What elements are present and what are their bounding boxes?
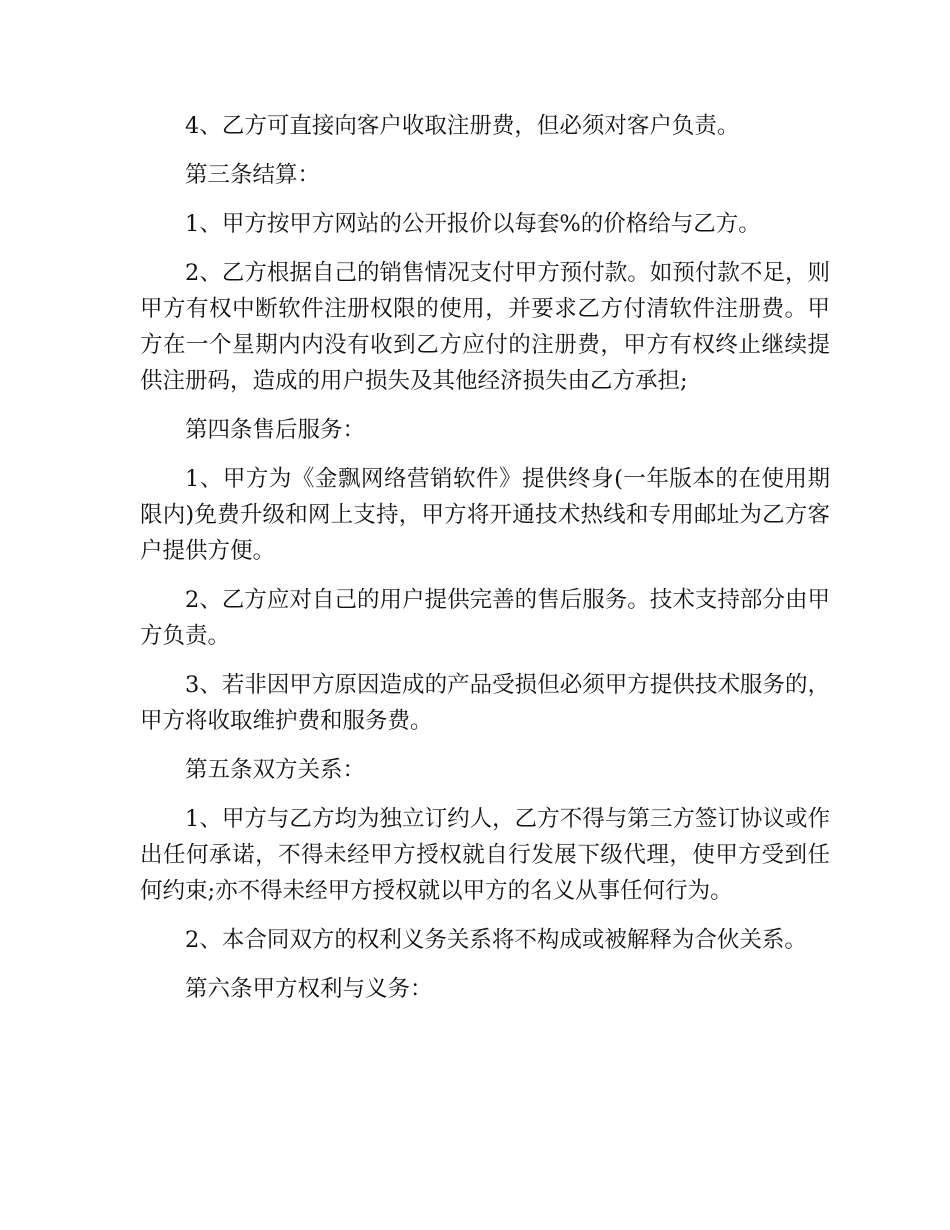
article-heading: 第六条甲方权利与义务： (185, 976, 433, 1002)
clause-item: 3、若非因甲方原因造成的产品受损但必须甲方提供技术服务的，甲方将收取维护费和服务费。 (140, 672, 830, 734)
clause-item: 1、甲方与乙方均为独立订约人，乙方不得与第三方签订协议或作出任何承诺，不得未经甲方授权就自行发展下级代理，使甲方受到任何约束;亦不得未经甲方授权就以甲方的名义从事任何行为。 (140, 806, 830, 904)
document-body (140, 108, 830, 1020)
clause-item: 1、甲方为《金飘网络营销软件》提供终身(一年版本的在使用期限内)免费升级和网上支持，甲方将开通技术热线和专用邮址为乙方客户提供方便。 (140, 466, 830, 564)
clause-item: 2、乙方根据自己的销售情况支付甲方预付款。如预付款不足，则甲方有权中断软件注册权限的使用，并要求乙方付清软件注册费。甲方在一个星期内内没有收到乙方应付的注册费，甲方有权终止继续提供注册码，造成的用户损失及其他经济损失由乙方承担; (140, 260, 830, 394)
clause-item: 4、乙方可直接向客户收取注册费，但必须对客户负责。 (185, 113, 740, 139)
article-heading: 第三条结算： (185, 162, 321, 188)
article-heading: 第五条双方关系： (185, 757, 366, 783)
article-heading: 第四条售后服务： (185, 417, 366, 443)
clause-item: 2、乙方应对自己的用户提供完善的售后服务。技术支持部分由甲方负责。 (140, 587, 830, 649)
clause-item: 2、本合同双方的权利义务关系将不构成或被解释为合伙关系。 (185, 927, 807, 953)
clause-item: 1、甲方按甲方网站的公开报价以每套%的价格给与乙方。 (185, 211, 761, 237)
